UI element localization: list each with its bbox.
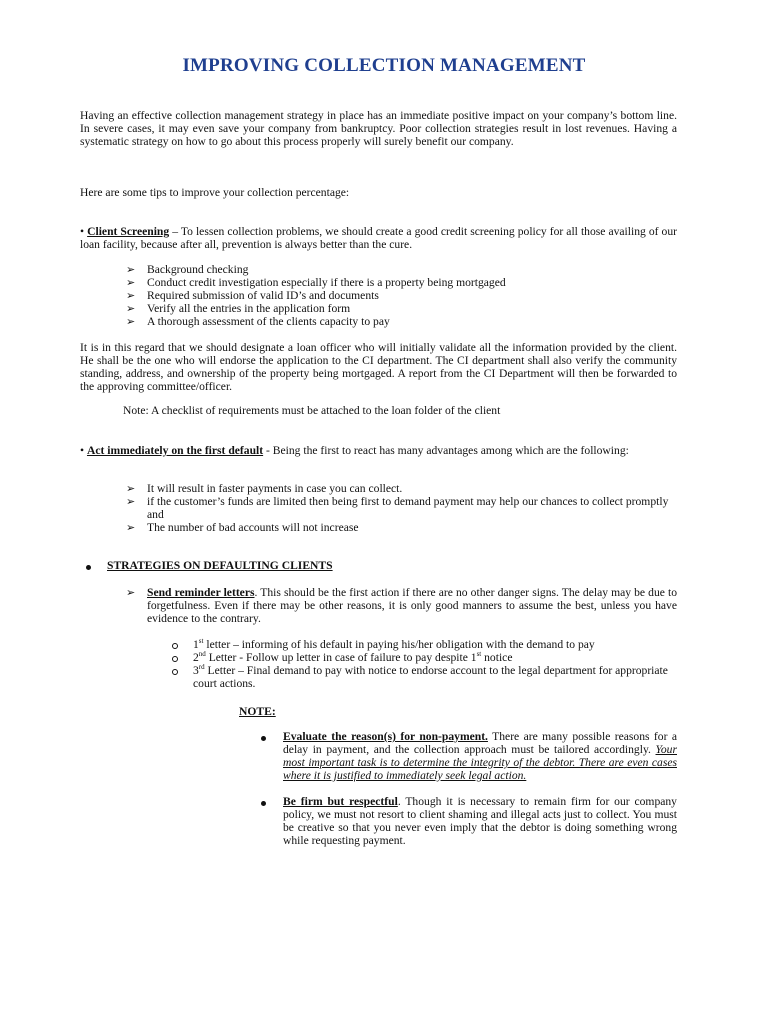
reminder-letters-paragraph xyxy=(147,587,677,626)
reminder-letters-heading: Send reminder letters xyxy=(147,586,255,599)
arrow-bullet-icon: ➢ xyxy=(126,303,136,315)
loan-officer-paragraph: It is in this regard that we should designate a loan officer who will initially validate all the information provided by the client. He shall be the one who will endorse the application to the CI department. The CI department shall also verify the community standing, address, and ownership of the property being mortgaged. A report from the CI Department will then be forwarded to the approving committee/officer. xyxy=(80,341,677,393)
letter-item: 3rd Letter – Final demand to pay with notice to endorse account to the legal department for appropriate court actions. xyxy=(193,663,668,690)
list-item: Background checking xyxy=(147,263,249,276)
reminder-letters-text: . This should be the first action if there are no other danger signs. The delay may be due to forgetfulness. Even if there may be other reasons, it is only good manners to assume the best, unless you have evidence to the contrary. xyxy=(147,586,677,625)
bullet-icon: • xyxy=(80,225,85,238)
note-heading: NOTE: xyxy=(239,705,276,718)
list-item: if the customer’s funds are limited then being first to demand payment may help our chances to collect promptly and xyxy=(147,495,669,521)
letter-item: 1st letter – informing of his default in paying his/her obligation with the demand to pay xyxy=(193,637,595,651)
list-item: Verify all the entries in the application form xyxy=(147,302,351,315)
arrow-bullet-icon: ➢ xyxy=(126,264,136,276)
arrow-bullet-icon: ➢ xyxy=(126,277,136,289)
arrow-bullet-icon: ➢ xyxy=(126,587,136,599)
arrow-bullet-icon: ➢ xyxy=(126,483,136,495)
list-item: Required submission of valid ID’s and documents xyxy=(147,289,379,302)
checklist-note: Note: A checklist of requirements must be attached to the loan folder of the client xyxy=(123,404,501,417)
arrow-bullet-icon: ➢ xyxy=(126,522,136,534)
arrow-bullet-icon: ➢ xyxy=(126,290,136,302)
circle-bullet-icon xyxy=(172,656,178,662)
tips-intro: Here are some tips to improve your collection percentage: xyxy=(80,186,350,199)
list-item: Conduct credit investigation especially if there is a property being mortgaged xyxy=(147,276,506,289)
letter-item: 2nd Letter - Follow up letter in case of failure to pay despite 1st notice xyxy=(193,650,513,664)
act-immediately-paragraph xyxy=(80,445,677,458)
page-title: IMPROVING COLLECTION MANAGEMENT xyxy=(182,55,586,76)
act-immediately-heading: Act immediately on the first default xyxy=(86,444,264,457)
arrow-bullet-icon: ➢ xyxy=(126,316,136,328)
list-item: It will result in faster payments in case you can collect. xyxy=(147,482,403,495)
act-immediately-text: - Being the first to react has many advantages among which are the following: xyxy=(263,444,629,457)
bullet-icon: • xyxy=(80,444,85,457)
note-item: Be firm but respectful. Though it is necessary to remain firm for our company policy, we must not resort to client shaming and illegal acts just to collect. You must be creative so that you never even imply that the debtor is doing something wrong while requesting payment. xyxy=(283,795,677,847)
intro-paragraph: Having an effective collection management strategy in place has an immediate positive impact on your company’s bottom line. In severe cases, it may even save your company from bankruptcy. Poor collection strategies result in lost revenues. Having a systematic strategy on how to go about this process properly will surely benefit our company. xyxy=(80,109,677,148)
bullet-icon xyxy=(261,801,266,806)
list-item: A thorough assessment of the clients capacity to pay xyxy=(147,315,390,328)
client-screening-paragraph xyxy=(80,226,677,252)
list-item: The number of bad accounts will not increase xyxy=(147,521,359,534)
note-item: Evaluate the reason(s) for non-payment. There are many possible reasons for a delay in payment, and the collection approach must be tailored accordingly. Your most important task is to determine the integrity of the debtor. There are even cases where it is justified to immediately seek legal action. xyxy=(283,730,677,782)
arrow-bullet-icon: ➢ xyxy=(126,496,136,508)
circle-bullet-icon xyxy=(172,669,178,675)
circle-bullet-icon xyxy=(172,643,178,649)
bullet-icon xyxy=(86,565,91,570)
client-screening-text: – To lessen collection problems, we should create a good credit screening policy for all those availing of our loan facility, because after all, prevention is always better than the cure. xyxy=(80,225,678,251)
strategies-heading: STRATEGIES ON DEFAULTING CLIENTS xyxy=(107,559,333,572)
client-screening-heading: Client Screening xyxy=(87,225,170,238)
bullet-icon xyxy=(261,736,266,741)
